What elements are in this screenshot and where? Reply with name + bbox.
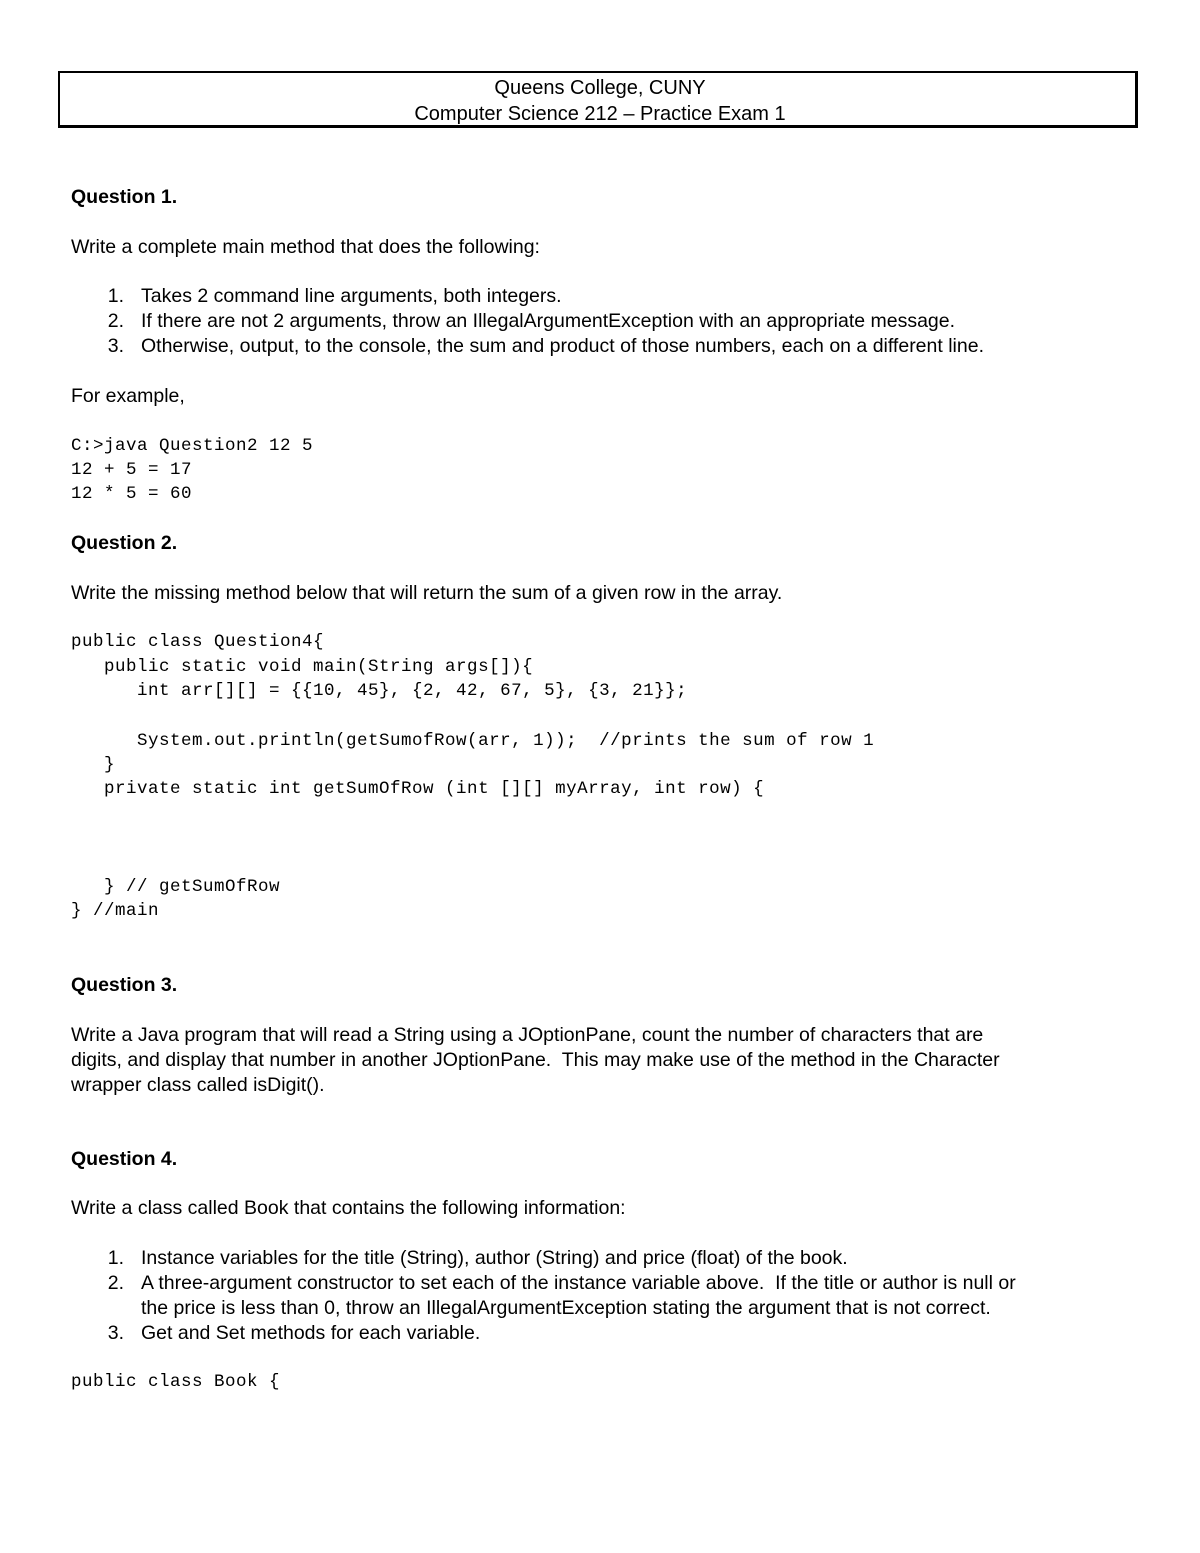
q1-code-line-3: 12 * 5 = 60 (71, 484, 193, 504)
q1-item-1-text: Takes 2 command line arguments, both integers. (141, 285, 562, 307)
q2-code-line-3: int arr[][] = {{10, 45}, {2, 42, 67, 5}, {3, 21}}; (71, 681, 688, 701)
header-course-title: Computer Science 212 – Practice Exam 1 (414, 103, 786, 125)
question-1-intro: Write a complete main method that does the following: (71, 236, 540, 258)
q1-item-2-text: If there are not 2 arguments, throw an IllegalArgumentException with an appropriate message. (141, 310, 956, 332)
q4-item-2-text-line-2: the price is less than 0, throw an IllegalArgumentException stating the argument that is not correct. (141, 1297, 991, 1319)
q2-code-line-5: } (71, 755, 116, 775)
q2-code-line-6: private static int getSumOfRow (int [][] myArray, int row) { (71, 779, 765, 799)
q4-code-line-1: public class Book { (71, 1372, 281, 1392)
q2-code-line-2: public static void main(String args[]){ (71, 657, 534, 677)
q1-example-label: For example, (71, 385, 185, 407)
q3-text-line-2: digits, and display that number in another JOptionPane. This may make use of the method in the Character (71, 1049, 1000, 1071)
q1-item-3-text: Otherwise, output, to the console, the sum and product of those numbers, each on a different line. (141, 335, 984, 357)
q3-text-line-1: Write a Java program that will read a String using a JOptionPane, count the number of characters that are (71, 1024, 984, 1046)
q4-item-3-number: 3. (107, 1322, 124, 1344)
q4-item-2-text-line-1: A three-argument constructor to set each of the instance variable above. If the title or author is null or (141, 1272, 1016, 1294)
q2-code-line-7: } // getSumOfRow (71, 877, 281, 897)
question-2-title: Question 2. (71, 532, 178, 554)
q1-code-line-2: 12 + 5 = 17 (71, 460, 193, 480)
q3-text-line-3: wrapper class called isDigit(). (71, 1074, 325, 1096)
q4-item-3-text: Get and Set methods for each variable. (141, 1322, 481, 1344)
q2-code-line-1: public class Question4{ (71, 632, 325, 652)
question-3-title: Question 3. (71, 974, 178, 996)
q1-item-1-number: 1. (107, 285, 124, 307)
q1-item-2-number: 2. (107, 310, 124, 332)
q4-item-1-number: 1. (107, 1247, 124, 1269)
question-4-intro: Write a class called Book that contains the following information: (71, 1197, 626, 1219)
question-1-title: Question 1. (71, 186, 178, 208)
q1-code-line-1: C:>java Question2 12 5 (71, 436, 314, 456)
q1-item-3-number: 3. (107, 335, 124, 357)
question-2-intro: Write the missing method below that will return the sum of a given row in the array. (71, 582, 783, 604)
q2-code-line-4: System.out.println(getSumofRow(arr, 1)); //prints the sum of row 1 (71, 731, 875, 751)
q4-item-1-text: Instance variables for the title (String), author (String) and price (float) of the book. (141, 1247, 848, 1269)
header-institution: Queens College, CUNY (494, 77, 706, 99)
q2-code-line-8: } //main (71, 901, 160, 921)
q4-item-2-number: 2. (107, 1272, 124, 1294)
question-4-title: Question 4. (71, 1148, 178, 1170)
